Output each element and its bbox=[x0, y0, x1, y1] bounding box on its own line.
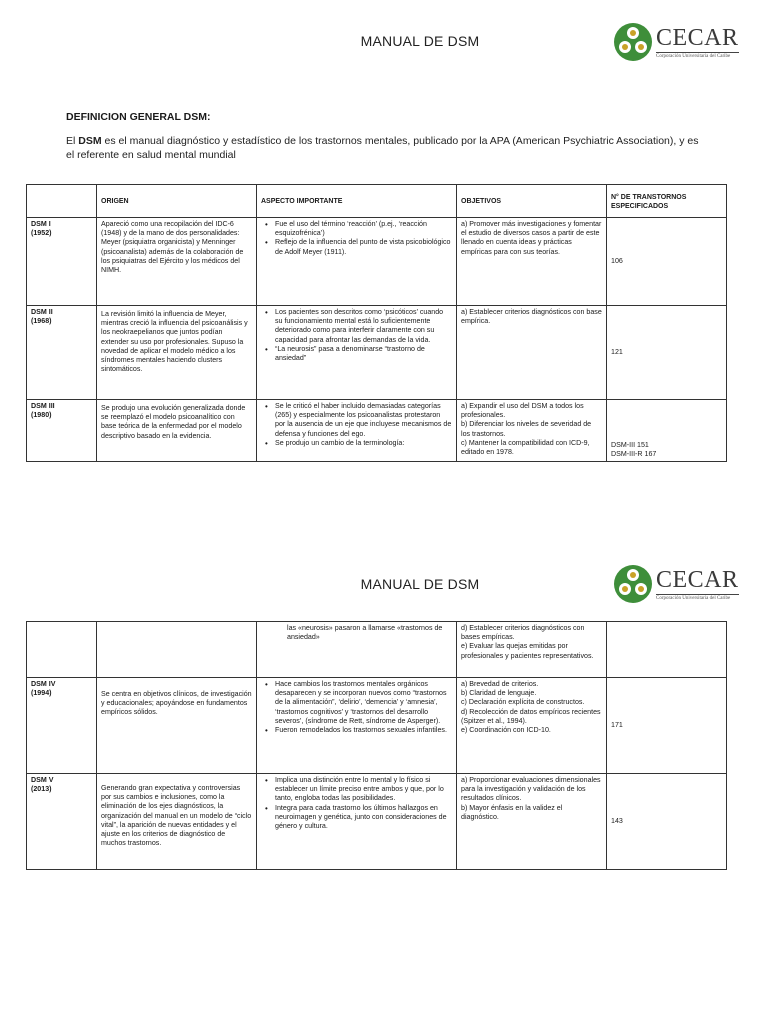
objetivos-cell: a) Proporcionar evaluaciones dimensionales para la investigación y validación de los resultados clínicos. b) Mayor énfasis en la validez el diagnóstico. bbox=[457, 774, 607, 870]
aspecto-bullet: • Implica una distinción entre lo mental y lo físico si establecer un límite preciso entre ambos y que, por lo tanto, engloba todas las posibilidades. bbox=[261, 776, 452, 804]
objetivos-cell: a) Brevedad de criterios. b) Claridad de lenguaje. c) Declaración explícita de constructos. d) Recolección de datos empíricos recientes (Spitzer et al., 1994). e) Coordinación con ICD-10. bbox=[457, 678, 607, 774]
aspecto-cell bbox=[257, 306, 457, 400]
definition-text: El DSM es el manual diagnóstico y estadístico de los trastornos mentales, publicado por la APA (American Psychiatric Association), y es el referente en salud mental mundial bbox=[66, 135, 699, 161]
aspecto-bullet: • Reflejo de la influencia del punto de vista psicobiológico de Adolf Meyer (1911). bbox=[261, 238, 452, 256]
page-header-title: MANUAL DE DSM bbox=[360, 576, 480, 592]
origen-cell: Generando gran expectativa y controversias por sus cambios e inclusiones, como la eliminación de los ejes diagnósticos, la organización del manual en un modelo de “ciclo vital”, la aparición de nuevas entidades y el ajuste en los criterios de diagnóstico de muchos trastornos. bbox=[97, 774, 257, 870]
num-trastornos-cell: 143 bbox=[607, 774, 727, 870]
logo-name: CECAR bbox=[656, 24, 739, 51]
aspecto-cell bbox=[257, 678, 457, 774]
aspecto-bullet: • Se le criticó el haber incluido demasiadas categorías (265) y especialmente los psicoanalistas protestaron por la ausencia de un eje que incluyese mecanismos de defensa y funciones del ego. bbox=[261, 402, 452, 439]
row-name-cell bbox=[27, 622, 97, 678]
header-num-trastornos: N° DE TRANSTORNOS ESPECIFICADOS bbox=[607, 185, 727, 218]
aspecto-cell bbox=[257, 774, 457, 870]
origen-cell: Se centra en objetivos clínicos, de investigación y educacionales; apoyándose en fundamentos empíricos sólidos. bbox=[97, 678, 257, 774]
dsm-bold: DSM bbox=[78, 135, 102, 147]
row-name-cell: DSM IV (1994) bbox=[27, 678, 97, 774]
row-name-cell: DSM V (2013) bbox=[27, 774, 97, 870]
aspecto-bullet: • Se produjo un cambio de la terminología: bbox=[261, 439, 452, 448]
header-objetivos: OBJETIVOS bbox=[457, 185, 607, 218]
objetivos-cell: a) Expandir el uso del DSM a todos los profesionales. b) Diferenciar los niveles de severidad de los trastornos. c) Mantener la compatibilidad con ICD-9, editado en 1978. bbox=[457, 400, 607, 462]
origen-cell: Se produjo una evolución generalizada donde se reemplazó el modelo psicoanalítico con base teórica de la enfermedad por el modelo descriptivo basado en la evidencia. bbox=[97, 400, 257, 462]
header-cell-empty bbox=[27, 185, 97, 218]
cecar-logo bbox=[612, 22, 739, 62]
num-trastornos-cell: DSM-III 151 DSM-III-R 167 bbox=[607, 400, 727, 462]
aspecto-cell: las «neurosis» pasaron a llamarse «trastornos de ansiedad» bbox=[257, 622, 457, 678]
aspecto-bullet: • Los pacientes son descritos como ‘psicóticos’ cuando su funcionamiento mental está lo suficientemente deteriorado como para interferir claramente con su capacidad para afrontar las demandas de la vida. bbox=[261, 308, 452, 345]
dsm-table-page-1 bbox=[26, 184, 727, 462]
num-trastornos-cell bbox=[607, 622, 727, 678]
origen-cell: La revisión limitó la influencia de Meyer, mientras creció la influencia del psicoanálisis y los neokraepelianos que juntos podían extender su uso por profesionales. Supuso la novedad de aplicar el modelo médico a los síndromes mentales haciendo clusters sintomáticos. bbox=[97, 306, 257, 400]
table-row bbox=[27, 218, 727, 306]
dsm-table-page-2 bbox=[26, 621, 727, 870]
aspecto-bullet: • Hace cambios los trastornos mentales orgánicos desaparecen y se incorporan nuevos como “trastornos de la alimentación”, ‘delirio’, ‘demencia’ y ‘amnesia’, ‘trastornos cognitivos’ y ‘trastornos del desarrollo severos’, (síndrome de Rett, síndrome de Asperger). bbox=[261, 680, 452, 726]
cecar-emblem-icon bbox=[612, 564, 654, 604]
aspecto-bullet: • Fueron remodelados los trastornos sexuales infantiles. bbox=[261, 726, 452, 735]
table-header-row bbox=[27, 185, 727, 218]
row-name-cell: DSM I (1952) bbox=[27, 218, 97, 306]
cecar-emblem-icon bbox=[612, 22, 654, 62]
table-row bbox=[27, 622, 727, 678]
origen-cell: Apareció como una recopilación del IDC-6 (1948) y de la mano de dos personalidades: Meyer (psiquiatra organicista) y Menninger (psicoanalista) además de la colaboración de los psiquiatras del Ejército y los médicos del NIMH. bbox=[97, 218, 257, 306]
aspecto-bullet: • “La neurosis” pasa a denominarse “trastorno de ansiedad” bbox=[261, 345, 452, 363]
origen-cell bbox=[97, 622, 257, 678]
logo-name: CECAR bbox=[656, 566, 739, 593]
logo-subtitle: Corporación Universitaria del Caribe bbox=[656, 52, 739, 59]
definition-heading: DEFINICION GENERAL DSM: bbox=[66, 111, 211, 123]
row-name-cell: DSM III (1980) bbox=[27, 400, 97, 462]
page-header-title: MANUAL DE DSM bbox=[360, 33, 480, 49]
objetivos-cell: a) Promover más investigaciones y fomentar el estudio de diversos casos a partir de este llenado en cuenta ideas y prácticas empíricas para con sus teorías. bbox=[457, 218, 607, 306]
aspecto-cell bbox=[257, 400, 457, 462]
num-trastornos-cell: 171 bbox=[607, 678, 727, 774]
num-trastornos-cell: 121 bbox=[607, 306, 727, 400]
aspecto-bullet: • Fue el uso del término ‘reacción’ (p.ej., ‘reacción esquizofrénica’) bbox=[261, 220, 452, 238]
aspecto-cell bbox=[257, 218, 457, 306]
header-aspecto: ASPECTO IMPORTANTE bbox=[257, 185, 457, 218]
document-page-1 bbox=[0, 0, 768, 490]
document-page-2 bbox=[0, 548, 768, 1024]
row-name-cell: DSM II (1968) bbox=[27, 306, 97, 400]
num-trastornos-cell: 106 bbox=[607, 218, 727, 306]
table-row bbox=[27, 306, 727, 400]
aspecto-bullet: • Integra para cada trastorno los últimos hallazgos en neuroimagen y genética, junto con consideraciones de género y cultura. bbox=[261, 804, 452, 832]
objetivos-cell: a) Establecer criterios diagnósticos con base empírica. bbox=[457, 306, 607, 400]
cecar-logo bbox=[612, 564, 739, 604]
table-row bbox=[27, 678, 727, 774]
header-origen: ORIGEN bbox=[97, 185, 257, 218]
objetivos-cell: d) Establecer criterios diagnósticos con bases empíricas. e) Evaluar las quejas emitidas por profesionales y pacientes representativos. bbox=[457, 622, 607, 678]
table-row bbox=[27, 400, 727, 462]
logo-subtitle: Corporación Universitaria del Caribe bbox=[656, 594, 739, 601]
table-row bbox=[27, 774, 727, 870]
